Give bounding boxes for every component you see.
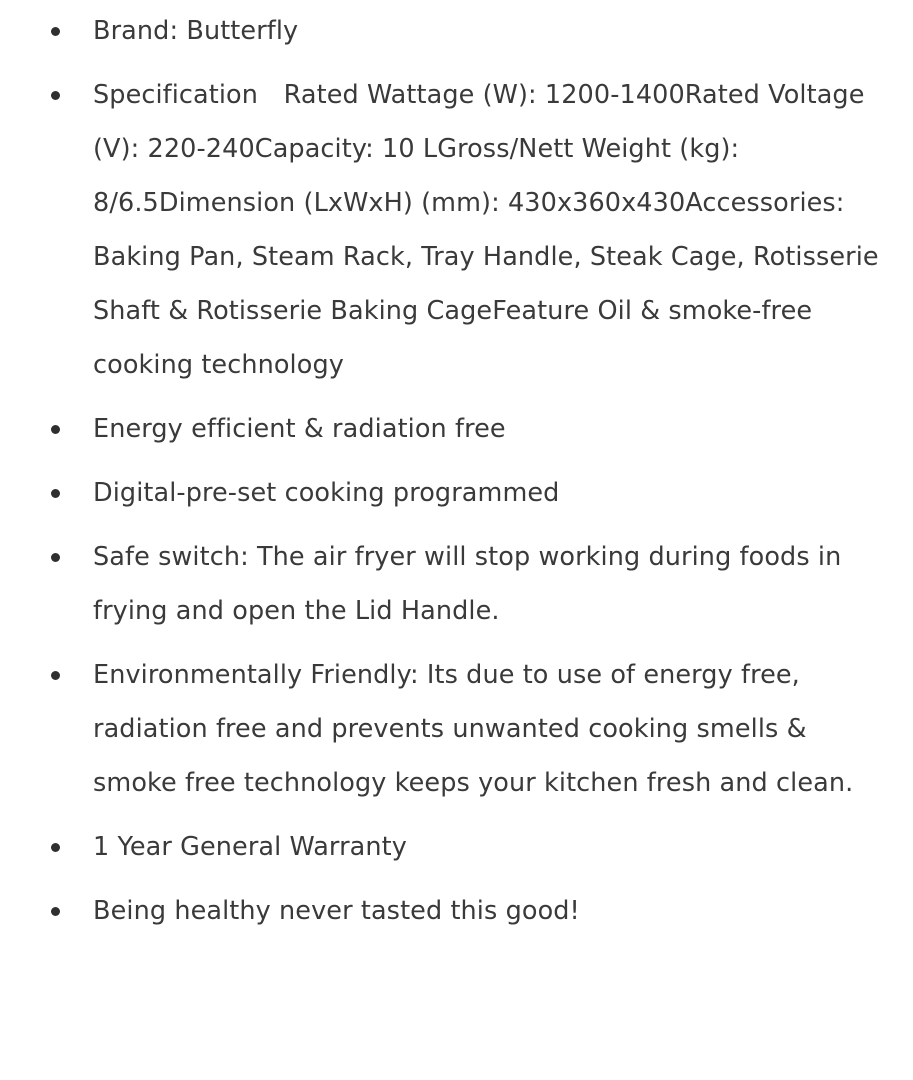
list-item: Brand: Butterfly xyxy=(42,4,913,58)
list-item: Being healthy never tasted this good! xyxy=(42,884,913,938)
list-item: Specification Rated Wattage (W): 1200-1400Rated Voltage (V): 220-240Capacity: 10 LGross/Nett Weight (kg): 8/6.5Dimension (LxWxH) (mm): 430x360x430Accessories: Baking Pan, Steam Rack, Tray Handle, Steak Cage, Rotisserie Shaft & Rotisserie Baking CageFeature Oil & smoke-free cooking technology xyxy=(42,68,913,392)
list-item: 1 Year General Warranty xyxy=(42,820,913,874)
list-item: Safe switch: The air fryer will stop working during foods in frying and open the Lid Handle. xyxy=(42,530,913,638)
list-item: Energy efficient & radiation free xyxy=(42,402,913,456)
list-item: Environmentally Friendly: Its due to use of energy free, radiation free and prevents unwanted cooking smells & smoke free technology keeps your kitchen fresh and clean. xyxy=(42,648,913,810)
list-item: Digital-pre-set cooking programmed xyxy=(42,466,913,520)
